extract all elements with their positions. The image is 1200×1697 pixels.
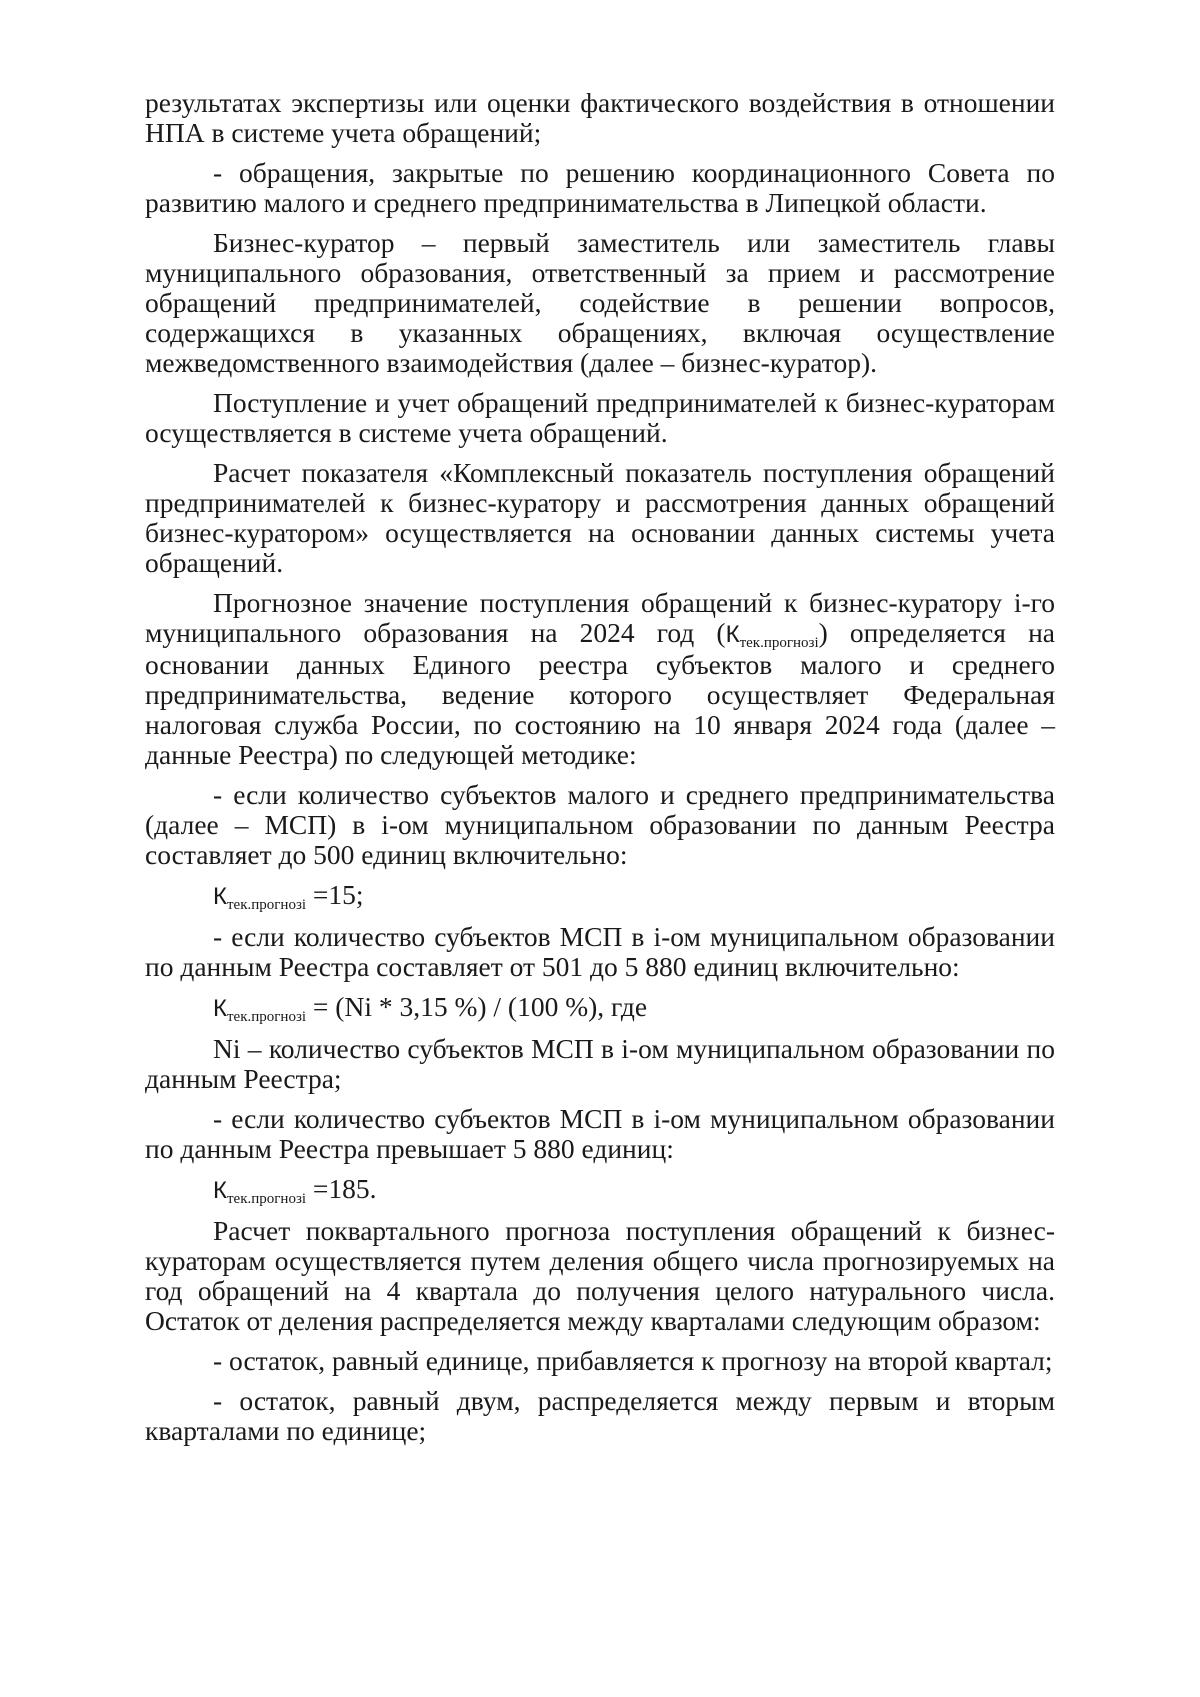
- symbol-k: К: [725, 621, 740, 648]
- formula-185-expression: =185.: [312, 1173, 377, 1204]
- paragraph-receipt-accounting: Поступление и учет обращений предпринимателей к бизнес-кураторам осуществляется в системе учета обращений.: [145, 387, 1055, 448]
- symbol-subscript: тек.прогнозi: [226, 1009, 307, 1025]
- formula-185: [145, 1174, 1055, 1206]
- formula-percentage-expression: = (Ni * 3,15 %) / (100 %), где: [312, 991, 648, 1022]
- symbol-k: К: [213, 883, 227, 910]
- paragraph-forecast-value: [145, 588, 1055, 770]
- paragraph-indicator-calculation: Расчет показателя «Комплексный показатель поступления обращений предпринимателей к бизнес-куратору и рассмотрения данных обращений бизнес-куратором» осуществляется на основании данных системы учета обращений.: [145, 457, 1055, 578]
- formula-percentage: [145, 992, 1055, 1024]
- symbol-k: К: [213, 995, 227, 1022]
- paragraph-npa-results: результатах экспертизы или оценки фактического воздействия в отношении НПА в системе учета обращений;: [145, 87, 1055, 148]
- paragraph-quarterly-forecast: Расчет поквартального прогноза поступления обращений к бизнес-кураторам осуществляется путем деления общего числа прогнозируемых на год обращений на 4 квартала до получения целого натурального числа. Остаток от деления распределяется между кварталами следующим образом:: [145, 1215, 1055, 1336]
- symbol-k: К: [213, 1177, 227, 1204]
- symbol-subscript: тек.прогнозi: [739, 635, 819, 651]
- symbol-subscript: тек.прогнозi: [226, 1191, 307, 1207]
- formula-15-expression: =15;: [312, 879, 364, 910]
- paragraph-closed-requests: - обращения, закрытые по решению координационного Совета по развитию малого и среднего предпринимательства в Липецкой области.: [145, 157, 1055, 218]
- paragraph-condition-over-5880: - если количество субъектов МСП в i-ом муниципальном образовании по данным Реестра превышает 5 880 единиц:: [145, 1103, 1055, 1164]
- forecast-text-end: ) определяется на основании данных Единого реестра субъектов малого и среднего предпринимательства, ведение которого осуществляет Федеральная налоговая служба России, по состоянию на 10 января 2024 года (далее – данные Реестра) по следующей методике:: [145, 617, 1055, 770]
- paragraph-business-curator-definition: Бизнес-куратор – первый заместитель или заместитель главы муниципального образования, ответственный за прием и рассмотрение обращений предпринимателей, содействие в решении вопросов, содержащихся в указанных обращениях, включая осуществление межведомственного взаимодействия (далее – бизнес-куратор).: [145, 227, 1055, 378]
- formula-15: [145, 880, 1055, 912]
- paragraph-remainder-one: - остаток, равный единице, прибавляется к прогнозу на второй квартал;: [213, 1345, 1053, 1376]
- paragraph-condition-501-5880: - если количество субъектов МСП в i-ом муниципальном образовании по данным Реестра составляет от 501 до 5 880 единиц включительно:: [145, 921, 1055, 982]
- document-page: [145, 88, 1055, 1456]
- paragraph-remainder-two: - остаток, равный двум, распределяется между первым и вторым кварталами по единице;: [145, 1385, 1055, 1446]
- paragraph-ni-definition: Ni – количество субъектов МСП в i-ом муниципальном образовании по данным Реестра;: [145, 1033, 1055, 1094]
- forecast-text-start: Прогнозное значение поступления обращений к бизнес-куратору i-го муниципального образования на 2024 год (: [145, 587, 1055, 648]
- paragraph-condition-500: - если количество субъектов малого и среднего предпринимательства (далее – МСП) в i-ом муниципальном образовании по данным Реестра составляет до 500 единиц включительно:: [145, 779, 1055, 870]
- symbol-subscript: тек.прогнозi: [226, 897, 307, 913]
